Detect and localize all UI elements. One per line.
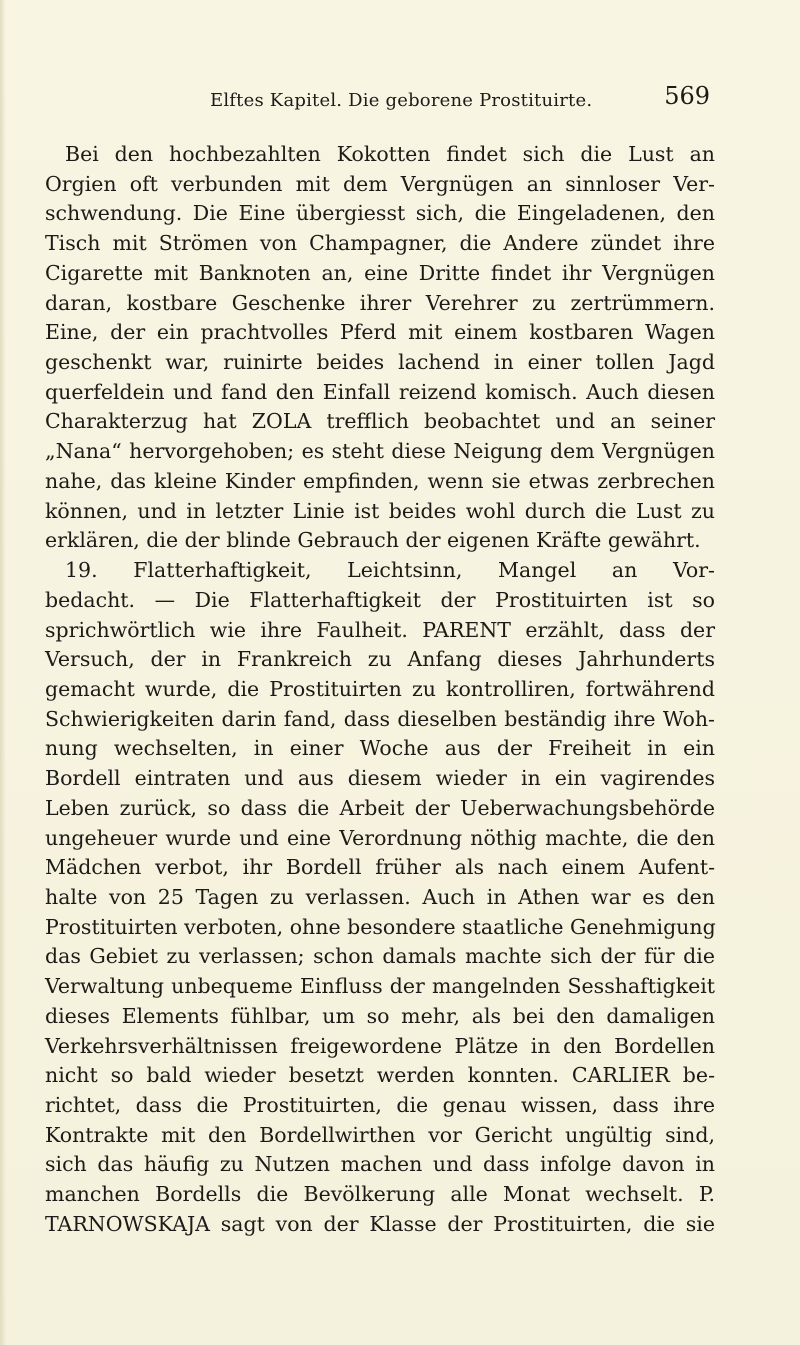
text-line: ungeheuer wurde und eine Verordnung nöthig machte, die den: [45, 825, 715, 850]
text-line: Charakterzug hat ZOLA trefflich beobachtet und an seiner: [45, 409, 715, 434]
text-line: „Nana“ hervorgehoben; es steht diese Neigung dem Vergnügen: [45, 439, 715, 464]
text-line: Bordell eintraten und aus diesem wieder in ein vagirendes: [45, 766, 715, 791]
text-line: richtet, dass die Prostituirten, die genau wissen, dass ihre: [45, 1093, 715, 1117]
text-line: daran, kostbare Geschenke ihrer Verehrer zu zertrümmern.: [45, 290, 715, 315]
text-line: halte von 25 Tagen zu verlassen. Auch in Athen war es den: [45, 884, 715, 909]
text-line: nahe, das kleine Kinder empfinden, wenn sie etwas zerbrechen: [45, 468, 715, 493]
text-line: Verwaltung unbequeme Einfluss der mangelnden Sesshaftigkeit: [45, 974, 715, 999]
text-line: Prostituirten verboten, ohne besondere staatliche Genehmigung: [45, 914, 716, 939]
text-line: Schwierigkeiten darin fand, dass dieselben beständig ihre Woh-: [45, 706, 715, 731]
page-gutter-shadow: [0, 0, 6, 1345]
page-header: [210, 82, 710, 118]
text-line: sprichwörtlich wie ihre Faulheit. PARENT erzählt, dass der: [45, 617, 715, 642]
text-line: nung wechselten, in einer Woche aus der Freiheit in ein: [45, 736, 715, 761]
text-line: TARNOWSKAJA sagt von der Klasse der Prostituirten, die sie: [45, 1211, 715, 1236]
text-line: das Gebiet zu verlassen; schon damals machte sich der für die: [45, 944, 715, 969]
text-line: Mädchen verbot, ihr Bordell früher als nach einem Aufent-: [45, 855, 715, 880]
page-number: 569: [664, 82, 710, 110]
body-text: [45, 140, 715, 1240]
text-line: Leben zurück, so dass die Arbeit der Ueberwachungsbehörde: [45, 795, 715, 820]
text-line: nicht so bald wieder besetzt werden konnten. CARLIER be-: [45, 1063, 715, 1088]
text-line: Kontrakte mit den Bordellwirthen vor Gericht ungültig sind,: [45, 1122, 715, 1147]
text-line: Tisch mit Strömen von Champagner, die Andere zündet ihre: [45, 231, 715, 256]
text-line: Cigarette mit Banknoten an, eine Dritte findet ihr Vergnügen: [45, 260, 715, 285]
text-line: schwendung. Die Eine übergiesst sich, die Eingeladenen, den: [45, 201, 715, 226]
section-heading-line: 19. Flatterhaftigkeit, Leichtsinn, Mangel an Vor-: [65, 558, 715, 583]
text-line: querfeldein und fand den Einfall reizend komisch. Auch diesen: [45, 379, 715, 404]
text-line: manchen Bordells die Bevölkerung alle Monat wechselt. P.: [45, 1182, 715, 1207]
text-line: Verkehrsverhältnissen freigewordene Plätze in den Bordellen: [45, 1033, 715, 1058]
text-line: gemacht wurde, die Prostituirten zu kontrolliren, fortwährend: [45, 676, 715, 701]
running-head: Elftes Kapitel. Die geborene Prostituirte.: [210, 90, 593, 111]
text-line: Eine, der ein prachtvolles Pferd mit einem kostbaren Wagen: [45, 320, 715, 345]
text-line: Versuch, der in Frankreich zu Anfang dieses Jahrhunderts: [45, 647, 715, 672]
text-line: sich das häufig zu Nutzen machen und dass infolge davon in: [45, 1152, 715, 1177]
text-line: bedacht. — Die Flatterhaftigkeit der Prostituirten ist so: [45, 587, 715, 612]
text-line: erklären, die der blinde Gebrauch der eigenen Kräfte gewährt.: [45, 528, 701, 553]
text-line: können, und in letzter Linie ist beides wohl durch die Lust zu: [45, 498, 715, 523]
text-line: geschenkt war, ruinirte beides lachend in einer tollen Jagd: [45, 350, 715, 375]
text-line: Orgien oft verbunden mit dem Vergnügen an sinnloser Ver-: [45, 171, 715, 196]
text-line: Bei den hochbezahlten Kokotten findet sich die Lust an: [65, 142, 715, 166]
text-line: dieses Elements fühlbar, um so mehr, als bei den damaligen: [45, 1003, 715, 1028]
